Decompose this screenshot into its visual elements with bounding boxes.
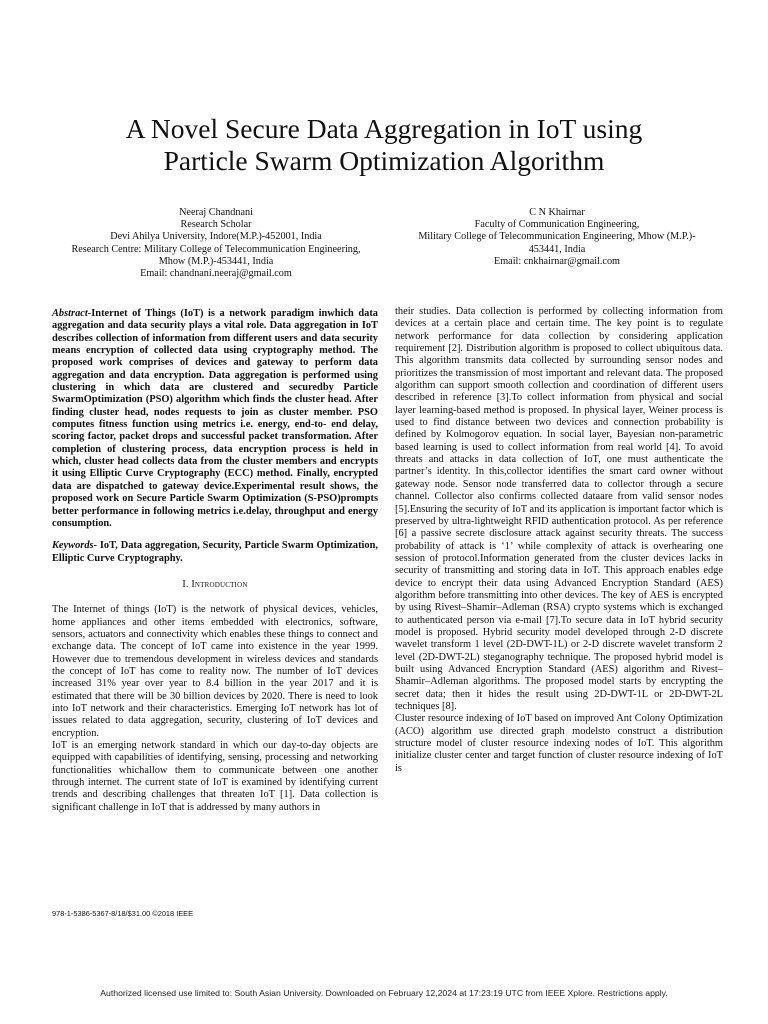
- body-paragraph-1: their studies. Data collection is performed by collecting information from devices at a certain place and certain time. The key point is to regulate network performance for data collection by considering application requirement [2]. Distribution algorithm is proposed to collect ubiquitous data. This algorithm transmits data collected by surrounding sensor nodes and prioritizes the transmission of most important and relevant data. The proposed algorithm can support smooth collection and coordination of different users described in reference [3].To collect information from physical and social layer learning-based method is proposed. In physical layer, Weiner process is used to find distance between two devices and connection probability is defined by Kolmogorov equation. In social layer, Bayesian non-parametric based learning is used to collect information from real world [4]. To avoid threats and attacks in data collection of IoT, one must authenticate the partner’s identity. In this,collector identifies the smart card owner without gateway node. Sensor node transferred data to collector through a secure channel. Collector also confirms collected dataare from valid sensor nodes [5].Ensuring the security of IoT and its application is important factor which is preserved by ultra-lightweight RFID authentication protocol. As per reference [6] a passive secrete disclosure attack against security threats. The success probability of attack is ‘1’ while complexity of attack is overhearing one session of protocol.Information generated from the cluster devices lacks in security of transmitting and storing data in IoT. This approach enables edge device to encrypt their data using Advanced Encryption Standard (AES) algorithm before transmitting into other devices. The key of AES is encrypted by using Rivest–Shamir–Adleman (RSA) crypto systems which is exchanged to authenticated person via e-mail [7].To secure data in IoT hybrid security model is proposed. Hybrid security model developed through 2-D discrete wavelet transform 1 level (2D-DWT-1L) or 2-D discrete wavelet transform 2 level (2D-DWT-2L) steganography technique. The proposed hybrid model is built using Advanced Encryption Standard (AES) algorithm and Rivest–Shamir–Adleman algorithms. The proposed model starts by encrypting the secret data; then it hides the result using 2D-DWT-1L or 2D-DWT-2L techniques [8].: [395, 306, 723, 712]
- author-affiliation: Mhow (M.P.)-453441, India: [158, 255, 274, 267]
- keywords-label: Keywords-: [52, 540, 98, 552]
- author-affiliation: Research Centre: Military College of Telecommunication Engineering,: [71, 243, 361, 255]
- author-email: Email: chandnani.neeraj@gmail.com: [140, 268, 292, 280]
- body-paragraph-2: Cluster resource indexing of IoT based on improved Ant Colony Optimization (ACO) algorithm use directed graph modelsto construct a distribution structure model of cluster resource indexing nodes of IoT. This algorithm initialize cluster center and target function of cluster resource indexing of IoT is: [395, 713, 723, 774]
- abstract: [52, 308, 378, 530]
- author-block-1: [40, 207, 392, 280]
- paper-title: [60, 113, 708, 177]
- abstract-text: Internet of Things (IoT) is a network paradigm inwhich data aggregation and data security plays a vital role. Data aggregation in IoT describes collection of information from different users and data security means encryption of collected data using cryptography method. The proposed work comprises of devices and gateway to perform data aggregation and data encryption. Data aggregation is performed using clustering in which data are clustered and securedby Particle SwarmOptimization (PSO) algorithm which finds the cluster head. After finding cluster head, nodes requests to join as cluster member. PSO computes fitness function using metrics i.e. energy, end-to- end delay, scoring factor, packet drops and successful packet transformation. After completion of clustering process, data encryption process is held in which, cluster head collects data from the cluster members and encrypts it using Elliptic Curve Cryptography (ECC) method. Finally, encrypted data are dispatched to gateway device.Experimental result shows, the proposed work on Secure Particle Swarm Optimization (S-PSO)prompts better performance in following metrics i.e.delay, throughput and energy consumption.: [52, 308, 378, 529]
- license-footer: Authorized licensed use limited to: South Asian University. Downloaded on February 12,2024 at 17:23:19 UTC from IEEE Xplore. Restrictions apply.: [100, 988, 668, 998]
- keywords-text: IoT, Data aggregation, Security, Particle Swarm Optimization, Elliptic Curve Cryptography.: [52, 540, 378, 564]
- title-line-1: A Novel Secure Data Aggregation in IoT using: [125, 113, 643, 144]
- author-email: Email: cnkhairnar@gmail.com: [494, 255, 620, 267]
- section-title: Introduction: [191, 578, 248, 590]
- left-column: [52, 308, 378, 814]
- intro-paragraph-2: IoT is an emerging network standard in which our day-to-day objects are equipped with capabilities of identifying, sensing, processing and networking functionalities whichallow them to communicate between one another through internet. The current state of IoT is examined by identifying current trends and describing challenges that threaten IoT [1]. Data collection is significant challenge in IoT that is addressed by many authors in: [52, 740, 378, 813]
- keywords: [52, 540, 378, 565]
- abstract-label: Abstract-: [52, 308, 92, 319]
- copyright-line: 978-1-5386-5367-8/18/$31.00 ©2018 IEEE: [52, 909, 194, 918]
- author-name: C N Khairnar: [529, 207, 585, 218]
- author-role: Research Scholar: [180, 219, 252, 231]
- section-number: I.: [182, 578, 192, 590]
- author-block-2: [394, 207, 720, 268]
- section-heading-introduction: [52, 579, 378, 591]
- author-affiliation: 453441, India: [528, 243, 586, 255]
- author-affiliation: Military College of Telecommunication Engineering, Mhow (M.P.)-: [418, 231, 696, 243]
- title-line-2: Particle Swarm Optimization Algorithm: [163, 145, 605, 176]
- author-affiliation: Devi Ahilya University, Indore(M.P.)-452001, India: [110, 231, 322, 243]
- right-column: [395, 306, 723, 775]
- intro-paragraph-1: The Internet of things (IoT) is the network of physical devices, vehicles, home appliances and other items embedded with electronics, software, sensors, actuators and connectivity which enables these things to connect and exchange data. The concept of IoT came into existence in the year 1999. However due to tremendous development in wireless devices and standards the concept of IoT has come to reality now. The number of IoT devices increased 31% year over year to 8.4 billion in the year 2017 and it is estimated that there will be 30 billion devices by 2020. There is need to look into IoT network and their characteristics. Emerging IoT network has lot of issues related to data aggregation, security, clustering of IoT devices and encryption.: [52, 604, 378, 739]
- author-name: Neeraj Chandnani: [179, 207, 253, 218]
- author-role: Faculty of Communication Engineering,: [474, 219, 640, 231]
